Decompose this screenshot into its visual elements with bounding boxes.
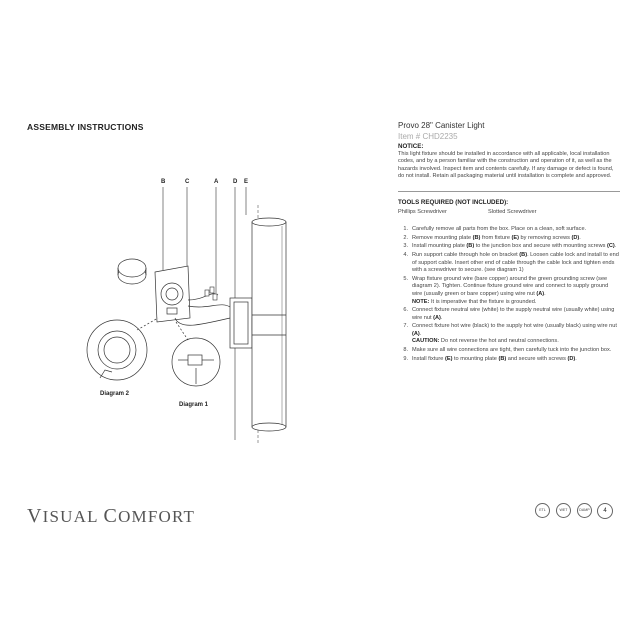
damp-rating-icon: DAMP bbox=[577, 503, 592, 518]
diagram-2-detail bbox=[87, 318, 158, 380]
assembly-instructions-heading: ASSEMBLY INSTRUCTIONS bbox=[27, 122, 144, 132]
tool-slotted: Slotted Screwdriver bbox=[488, 208, 537, 215]
step-item: 2. Remove mounting plate (B) from fixture (E) by removing screws (D). bbox=[403, 234, 581, 241]
step-item: 7. Connect fixture hot wire (black) to the supply hot wire (usually black) using wire nut (A). CAUTION: Do not reverse the hot and neutral connections. bbox=[403, 323, 617, 345]
assembly-diagram bbox=[60, 170, 310, 460]
brand-logo: VISUAL COMFORT bbox=[27, 505, 196, 527]
label-d: D bbox=[233, 179, 238, 185]
step-item: 9. Install fixture (E) to mounting plate (B) and secure with screws (D). bbox=[403, 355, 577, 362]
step-item: 5. Wrap fixture ground wire (bare copper) around the green grounding screw (see diagram 2). Tighten. Continue fixture ground wire and connect to supply ground wire (usually green or bare copper) using wire nut (A). NOTE: It is imperative that the fixture is grounded. bbox=[403, 275, 609, 305]
tools-heading: TOOLS REQUIRED (NOT INCLUDED): bbox=[398, 198, 509, 206]
wet-rating-icon: WET bbox=[556, 503, 571, 518]
step-item: 1. Carefully remove all parts from the box. Place on a clean, soft surface. bbox=[403, 226, 587, 233]
step-item: 3. Install mounting plate (B) to the junction box and secure with mounting screws (C). bbox=[403, 243, 617, 250]
page-number: 4 bbox=[597, 503, 613, 519]
notice-body: This light fixture should be installed in accordance with all applicable, local installation codes, and by a person familiar with the construction and operation of it, as well as the hazards involved. Inspect item and contents carefully. If any damage or defect is found, do not install. Retain all packaging material until installation is complete and approved. bbox=[398, 150, 614, 180]
diagram-1-caption: Diagram 1 bbox=[179, 402, 209, 408]
product-title: Provo 28" Canister Light bbox=[398, 121, 485, 130]
notice-heading: NOTICE: bbox=[398, 143, 424, 150]
tools-list bbox=[398, 209, 620, 217]
label-c: C bbox=[185, 179, 190, 185]
step-item: 8. Make sure all wire connections are tight, then carefully tuck into the junction box. bbox=[403, 347, 612, 354]
junction-box bbox=[118, 259, 146, 284]
divider bbox=[398, 191, 620, 192]
step-item: 6. Connect fixture neutral wire (white) to the supply neutral wire (usually white) using wire nut (A). bbox=[403, 307, 615, 321]
diagram-1-detail bbox=[172, 322, 220, 386]
mounting-plate bbox=[155, 266, 190, 322]
item-number: Item # CHD2235 bbox=[398, 132, 458, 141]
steps-list bbox=[398, 226, 620, 363]
instructions-column bbox=[398, 120, 620, 364]
step-item: 4. Run support cable through hole on bracket (B). Loosen cable lock and install to end of support cable. Insert other end of cable through the cable lock and tighten ends with a screwdriver to secure. (see diagram 1) bbox=[403, 251, 619, 274]
diagram-2-caption: Diagram 2 bbox=[100, 391, 130, 397]
tool-phillips: Phillips Screwdriver bbox=[398, 208, 447, 215]
canister-fixture bbox=[252, 218, 286, 431]
label-a: A bbox=[214, 179, 219, 185]
label-e: E bbox=[244, 179, 249, 185]
etl-certification-icon: ETL bbox=[535, 503, 550, 518]
label-b: B bbox=[161, 179, 166, 185]
